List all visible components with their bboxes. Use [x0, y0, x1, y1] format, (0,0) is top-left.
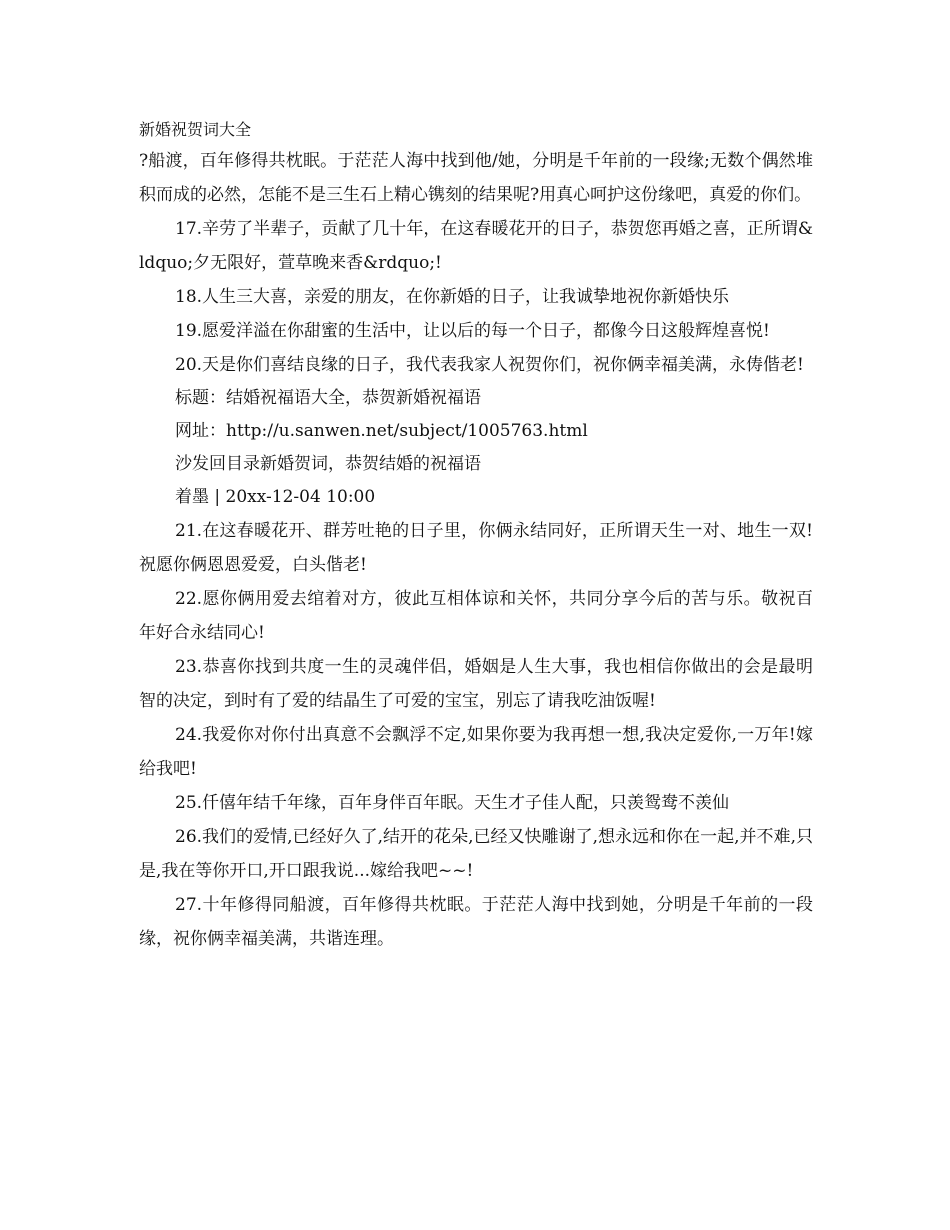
paragraph: 19.愿爱洋溢在你甜蜜的生活中，让以后的每一个日子，都像今日这般辉煌喜悦! — [175, 321, 770, 341]
meta-url-line: 网址：http://u.sanwen.net/subject/1005763.html — [175, 421, 588, 441]
paragraph: 25.仟僖年结千年缘，百年身伴百年眠。天生才子佳人配，只羡鸳鸯不羡仙 — [175, 793, 730, 813]
meta-sofa-line: 沙发回目录新婚贺词，恭贺结婚的祝福语 — [175, 454, 481, 474]
article-meta — [139, 382, 813, 514]
paragraph: 24.我爱你对你付出真意不会飘浮不定,如果你要为我再想一想,我决定爱你,一万年!嫁给我吧! — [139, 725, 813, 779]
meta-title-line: 标题：结婚祝福语大全，恭贺新婚祝福语 — [175, 388, 481, 408]
document-title: 新婚祝贺词大全 — [139, 120, 252, 139]
paragraph-group-2 — [139, 514, 813, 956]
paragraph: 23.恭喜你找到共度一生的灵魂伴侣，婚姻是人生大事，我也相信你做出的会是最明智的决定，到时有了爱的结晶生了可爱的宝宝，别忘了请我吃油饭喔! — [139, 657, 813, 711]
paragraph: 18.人生三大喜，亲爱的朋友，在你新婚的日子，让我诚挚地祝你新婚快乐 — [175, 287, 730, 307]
paragraph: 27.十年修得同船渡，百年修得共枕眠。于茫茫人海中找到她，分明是千年前的一段缘，祝你俩幸福美满，共谐连理。 — [139, 895, 813, 949]
meta-author-date-line: 着墨 | 20xx-12-04 10:00 — [175, 487, 376, 507]
document-body — [139, 116, 813, 956]
paragraph: 26.我们的爱情,已经好久了,结开的花朵,已经又快雕谢了,想永远和你在一起,并不难,只是,我在等你开口,开口跟我说...嫁给我吧~~! — [139, 827, 813, 881]
paragraph-group-1 — [139, 144, 813, 382]
paragraph: 21.在这春暖花开、群芳吐艳的日子里，你俩永结同好，正所谓天生一对、地生一双!祝愿你俩恩恩爱爱，白头偕老! — [139, 521, 813, 575]
paragraph: 22.愿你俩用爱去绾着对方，彼此互相体谅和关怀，共同分享今后的苦与乐。敬祝百年好合永结同心! — [139, 589, 813, 643]
paragraph: 17.辛劳了半辈子，贡献了几十年，在这春暖花开的日子，恭贺您再婚之喜，正所谓&ldquo;夕无限好，萱草晚来香&rdquo;! — [139, 219, 813, 273]
paragraph: 20.天是你们喜结良缘的日子，我代表我家人祝贺你们，祝你俩幸福美满，永俦偕老! — [175, 355, 804, 375]
paragraph: ?船渡，百年修得共枕眠。于茫茫人海中找到他/她，分明是千年前的一段缘;无数个偶然堆积而成的必然，怎能不是三生石上精心镌刻的结果呢?用真心呵护这份缘吧，真爱的你们。 — [139, 151, 813, 205]
